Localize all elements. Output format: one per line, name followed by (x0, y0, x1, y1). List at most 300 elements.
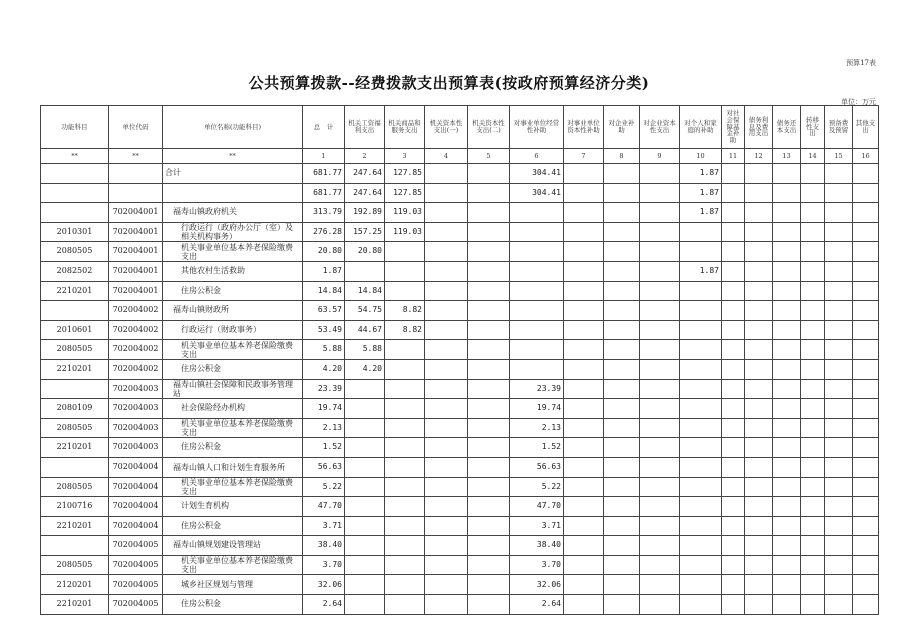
amount-cell (564, 340, 604, 360)
amount-cell (801, 301, 825, 321)
amount-cell (640, 379, 680, 399)
amount-cell (604, 418, 640, 438)
amount-cell (640, 418, 680, 438)
amount-cell (385, 340, 425, 360)
amount-cell: 3.71 (510, 516, 564, 536)
amount-cell (745, 516, 773, 536)
unit-code-cell: 702004001 (109, 203, 163, 223)
amount-cell: 1.87 (680, 164, 722, 184)
index-cell: 6 (510, 149, 564, 164)
amount-cell (825, 575, 853, 595)
table-row (41, 359, 879, 379)
amount-cell (825, 203, 853, 223)
amount-cell (345, 536, 385, 556)
index-cell: 16 (853, 149, 879, 164)
amount-cell (722, 281, 745, 301)
amount-cell (745, 555, 773, 575)
amount-cell: 247.64 (345, 183, 385, 203)
amount-cell: 276.28 (303, 222, 345, 242)
amount-cell (773, 301, 801, 321)
amount-cell: 304.41 (510, 164, 564, 184)
table-row (41, 261, 879, 281)
amount-cell: 8.82 (385, 320, 425, 340)
column-header: 对事业单位资本性补助 (564, 106, 604, 149)
table-row (41, 477, 879, 497)
unit-code-cell: 702004002 (109, 301, 163, 321)
amount-cell (385, 536, 425, 556)
amount-cell (745, 497, 773, 517)
amount-cell (801, 555, 825, 575)
amount-cell (853, 595, 879, 615)
amount-cell (510, 203, 564, 223)
amount-cell (425, 222, 468, 242)
amount-cell (773, 536, 801, 556)
unit-label: 单位：万元 (841, 98, 876, 106)
index-cell: 8 (604, 149, 640, 164)
amount-cell (722, 340, 745, 360)
amount-cell: 1.87 (680, 261, 722, 281)
function-code-cell: 2210201 (41, 359, 109, 379)
unit-code-cell: 702004004 (109, 457, 163, 477)
amount-cell (722, 555, 745, 575)
amount-cell (680, 340, 722, 360)
unit-code-cell: 702004002 (109, 340, 163, 360)
table-row (41, 340, 879, 360)
unit-name-cell: 城乡社区规划与管理 (163, 575, 303, 595)
amount-cell (801, 164, 825, 184)
unit-name-cell: 福寿山镇政府机关 (163, 203, 303, 223)
function-code-cell: 2010601 (41, 320, 109, 340)
amount-cell (745, 595, 773, 615)
amount-cell: 1.52 (303, 438, 345, 458)
unit-code-cell: 702004005 (109, 555, 163, 575)
amount-cell (825, 281, 853, 301)
amount-cell (345, 516, 385, 536)
amount-cell (722, 261, 745, 281)
amount-cell (385, 379, 425, 399)
amount-cell (425, 399, 468, 419)
amount-cell (468, 418, 510, 438)
amount-cell: 4.20 (345, 359, 385, 379)
unit-code-cell: 702004003 (109, 438, 163, 458)
amount-cell: 5.88 (303, 340, 345, 360)
unit-code-cell: 702004004 (109, 516, 163, 536)
amount-cell (853, 261, 879, 281)
amount-cell (604, 242, 640, 262)
amount-cell: 247.64 (345, 164, 385, 184)
amount-cell (510, 242, 564, 262)
amount-cell (745, 575, 773, 595)
amount-cell (604, 438, 640, 458)
amount-cell (640, 203, 680, 223)
amount-cell (564, 222, 604, 242)
amount-cell (604, 281, 640, 301)
index-cell: 9 (640, 149, 680, 164)
amount-cell (345, 457, 385, 477)
function-code-cell: 2080505 (41, 242, 109, 262)
unit-name-cell (163, 183, 303, 203)
amount-cell (680, 555, 722, 575)
amount-cell (680, 595, 722, 615)
amount-cell (425, 438, 468, 458)
amount-cell (564, 497, 604, 517)
amount-cell (425, 242, 468, 262)
amount-cell (640, 477, 680, 497)
amount-cell (385, 497, 425, 517)
table-row (41, 516, 879, 536)
amount-cell (825, 222, 853, 242)
amount-cell: 3.71 (303, 516, 345, 536)
unit-name-cell: 住房公积金 (163, 359, 303, 379)
amount-cell (853, 438, 879, 458)
amount-cell (773, 340, 801, 360)
amount-cell (468, 457, 510, 477)
unit-code-cell: 702004005 (109, 595, 163, 615)
unit-code-cell: 702004001 (109, 261, 163, 281)
column-header: 对个人和家庭的补助 (680, 106, 722, 149)
amount-cell (853, 242, 879, 262)
amount-cell (640, 536, 680, 556)
amount-cell (510, 320, 564, 340)
amount-cell (385, 516, 425, 536)
function-code-cell: 2080505 (41, 477, 109, 497)
amount-cell (773, 516, 801, 536)
amount-cell (722, 222, 745, 242)
amount-cell (468, 203, 510, 223)
index-cell: 4 (425, 149, 468, 164)
amount-cell (425, 340, 468, 360)
amount-cell (604, 399, 640, 419)
amount-cell (564, 281, 604, 301)
amount-cell (722, 183, 745, 203)
amount-cell (745, 301, 773, 321)
amount-cell (680, 379, 722, 399)
amount-cell (825, 320, 853, 340)
amount-cell (640, 164, 680, 184)
unit-name-cell: 机关事业单位基本养老保险缴费支出 (163, 418, 303, 438)
amount-cell: 127.85 (385, 164, 425, 184)
amount-cell: 119.03 (385, 203, 425, 223)
amount-cell (745, 320, 773, 340)
column-header: 转移性支出 (801, 106, 825, 149)
index-cell: 2 (345, 149, 385, 164)
function-code-cell: 2100716 (41, 497, 109, 517)
function-code-cell: 2210201 (41, 281, 109, 301)
amount-cell (604, 536, 640, 556)
amount-cell (468, 497, 510, 517)
unit-code-cell: 702004002 (109, 320, 163, 340)
amount-cell (604, 164, 640, 184)
index-cell: 10 (680, 149, 722, 164)
amount-cell (425, 281, 468, 301)
column-header: 机关工资福利支出 (345, 106, 385, 149)
amount-cell (640, 438, 680, 458)
amount-cell (773, 242, 801, 262)
amount-cell (604, 183, 640, 203)
amount-cell (773, 203, 801, 223)
amount-cell (604, 516, 640, 536)
budget-table (40, 105, 879, 615)
amount-cell (425, 536, 468, 556)
amount-cell (385, 555, 425, 575)
amount-cell (385, 457, 425, 477)
amount-cell (825, 555, 853, 575)
amount-cell (640, 242, 680, 262)
amount-cell: 32.06 (510, 575, 564, 595)
amount-cell: 157.25 (345, 222, 385, 242)
amount-cell: 32.06 (303, 575, 345, 595)
unit-name-cell: 其他农村生活救助 (163, 261, 303, 281)
amount-cell (853, 516, 879, 536)
function-code-cell (41, 301, 109, 321)
amount-cell (564, 261, 604, 281)
amount-cell (722, 438, 745, 458)
amount-cell (825, 516, 853, 536)
amount-cell (385, 595, 425, 615)
index-cell: 3 (385, 149, 425, 164)
page-title: 公共预算拨款--经费拨款支出预算表(按政府预算经济分类) (248, 74, 650, 92)
amount-cell (564, 457, 604, 477)
amount-cell (853, 281, 879, 301)
amount-cell (745, 164, 773, 184)
amount-cell (345, 595, 385, 615)
function-code-cell: 2080505 (41, 340, 109, 360)
amount-cell (468, 340, 510, 360)
function-code-cell (41, 164, 109, 184)
amount-cell (680, 222, 722, 242)
amount-cell (722, 203, 745, 223)
index-cell: 13 (773, 149, 801, 164)
amount-cell: 44.67 (345, 320, 385, 340)
amount-cell (825, 438, 853, 458)
amount-cell (564, 242, 604, 262)
amount-cell: 63.57 (303, 301, 345, 321)
index-cell: ** (163, 149, 303, 164)
amount-cell (853, 555, 879, 575)
table-row (41, 457, 879, 477)
amount-cell (425, 516, 468, 536)
function-code-cell (41, 457, 109, 477)
amount-cell (640, 320, 680, 340)
amount-cell (825, 242, 853, 262)
amount-cell (510, 359, 564, 379)
amount-cell: 19.74 (510, 399, 564, 419)
unit-name-cell: 机关事业单位基本养老保险缴费支出 (163, 477, 303, 497)
unit-name-cell: 行政运行（财政事务） (163, 320, 303, 340)
amount-cell (640, 183, 680, 203)
table-row (41, 575, 879, 595)
amount-cell (801, 516, 825, 536)
amount-cell (510, 261, 564, 281)
amount-cell: 56.63 (303, 457, 345, 477)
amount-cell (680, 418, 722, 438)
amount-cell (510, 222, 564, 242)
amount-cell (773, 222, 801, 242)
amount-cell (745, 222, 773, 242)
amount-cell (385, 477, 425, 497)
function-code-cell: 2080505 (41, 555, 109, 575)
unit-code-cell: 702004003 (109, 399, 163, 419)
amount-cell (345, 438, 385, 458)
amount-cell (640, 457, 680, 477)
amount-cell (640, 222, 680, 242)
amount-cell (604, 320, 640, 340)
amount-cell: 38.40 (303, 536, 345, 556)
amount-cell (853, 536, 879, 556)
amount-cell (564, 555, 604, 575)
amount-cell (745, 477, 773, 497)
column-header: 单位名称(功能科目) (163, 106, 303, 149)
table-body (41, 149, 879, 615)
amount-cell (564, 320, 604, 340)
index-cell: ** (41, 149, 109, 164)
amount-cell (853, 418, 879, 438)
function-code-cell: 2210201 (41, 595, 109, 615)
amount-cell (425, 203, 468, 223)
amount-cell (722, 242, 745, 262)
amount-cell (640, 516, 680, 536)
amount-cell (564, 379, 604, 399)
amount-cell (745, 183, 773, 203)
amount-cell (773, 477, 801, 497)
unit-code-cell: 702004002 (109, 359, 163, 379)
unit-name-cell: 福寿山镇规划建设管理站 (163, 536, 303, 556)
amount-cell (564, 516, 604, 536)
amount-cell: 681.77 (303, 183, 345, 203)
amount-cell (604, 261, 640, 281)
amount-cell: 5.22 (510, 477, 564, 497)
amount-cell (722, 379, 745, 399)
amount-cell (640, 399, 680, 419)
amount-cell (722, 164, 745, 184)
amount-cell (680, 477, 722, 497)
amount-cell (825, 477, 853, 497)
index-cell: 5 (468, 149, 510, 164)
amount-cell (722, 477, 745, 497)
amount-cell: 5.88 (345, 340, 385, 360)
amount-cell: 47.70 (303, 497, 345, 517)
function-code-cell: 2010301 (41, 222, 109, 242)
amount-cell (825, 457, 853, 477)
amount-cell (345, 575, 385, 595)
amount-cell: 56.63 (510, 457, 564, 477)
amount-cell (425, 320, 468, 340)
function-code-cell (41, 536, 109, 556)
amount-cell (385, 438, 425, 458)
index-cell: ** (109, 149, 163, 164)
unit-name-cell: 住房公积金 (163, 595, 303, 615)
amount-cell: 20.80 (345, 242, 385, 262)
index-cell: 15 (825, 149, 853, 164)
unit-code-cell: 702004004 (109, 497, 163, 517)
amount-cell (680, 438, 722, 458)
index-cell: 7 (564, 149, 604, 164)
amount-cell (425, 457, 468, 477)
amount-cell (853, 457, 879, 477)
amount-cell (510, 301, 564, 321)
amount-cell (564, 575, 604, 595)
amount-cell (801, 497, 825, 517)
column-header: 对事业单位经常性补助 (510, 106, 564, 149)
amount-cell (722, 497, 745, 517)
amount-cell (345, 555, 385, 575)
amount-cell (425, 497, 468, 517)
amount-cell (680, 536, 722, 556)
amount-cell (825, 379, 853, 399)
unit-code-cell (109, 164, 163, 184)
unit-name-cell: 合计 (163, 164, 303, 184)
amount-cell (468, 477, 510, 497)
amount-cell (604, 379, 640, 399)
amount-cell (385, 242, 425, 262)
amount-cell (604, 595, 640, 615)
column-header: 单位代码 (109, 106, 163, 149)
table-row (41, 242, 879, 262)
unit-code-cell: 702004001 (109, 242, 163, 262)
amount-cell (640, 281, 680, 301)
unit-code-cell: 702004004 (109, 477, 163, 497)
amount-cell (825, 164, 853, 184)
function-code-cell: 2210201 (41, 516, 109, 536)
unit-name-cell: 机关事业单位基本养老保险缴费支出 (163, 242, 303, 262)
amount-cell (801, 261, 825, 281)
amount-cell (853, 359, 879, 379)
amount-cell (564, 595, 604, 615)
amount-cell (773, 183, 801, 203)
amount-cell (773, 399, 801, 419)
amount-cell: 3.70 (303, 555, 345, 575)
amount-cell (564, 399, 604, 419)
amount-cell (853, 399, 879, 419)
amount-cell (564, 301, 604, 321)
table-row (41, 595, 879, 615)
table-row (41, 320, 879, 340)
amount-cell (564, 203, 604, 223)
amount-cell (745, 281, 773, 301)
unit-code-cell: 702004001 (109, 281, 163, 301)
amount-cell: 2.64 (303, 595, 345, 615)
table-row (41, 399, 879, 419)
index-cell: 12 (745, 149, 773, 164)
amount-cell (722, 457, 745, 477)
amount-cell (345, 379, 385, 399)
amount-cell (425, 477, 468, 497)
table-row (41, 183, 879, 203)
amount-cell (745, 340, 773, 360)
amount-cell (425, 301, 468, 321)
amount-cell (773, 359, 801, 379)
amount-cell (564, 183, 604, 203)
amount-cell (801, 438, 825, 458)
amount-cell: 3.70 (510, 555, 564, 575)
amount-cell: 14.84 (303, 281, 345, 301)
amount-cell (825, 595, 853, 615)
amount-cell (801, 399, 825, 419)
table-row (41, 418, 879, 438)
amount-cell (773, 555, 801, 575)
amount-cell (680, 497, 722, 517)
amount-cell: 1.87 (680, 203, 722, 223)
amount-cell (745, 438, 773, 458)
amount-cell (680, 242, 722, 262)
amount-cell (745, 457, 773, 477)
column-header: 功能科目 (41, 106, 109, 149)
amount-cell (853, 183, 879, 203)
amount-cell (680, 320, 722, 340)
form-number: 预算17表 (846, 59, 876, 67)
amount-cell (801, 595, 825, 615)
amount-cell (773, 575, 801, 595)
